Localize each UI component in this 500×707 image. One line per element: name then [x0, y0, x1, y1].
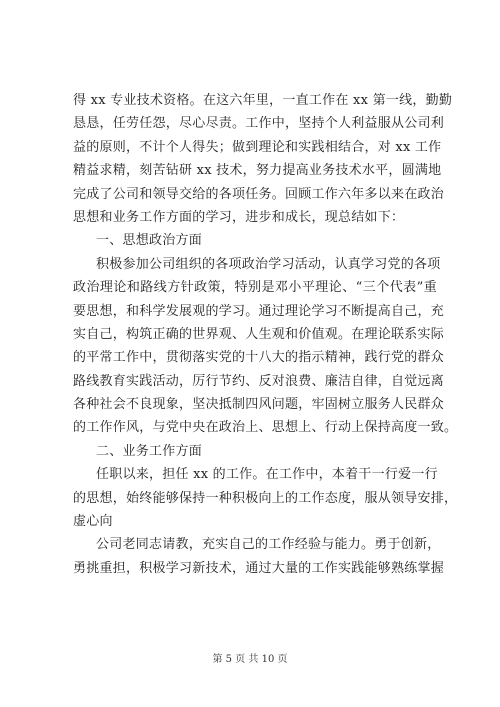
text-line: 公司老同志请教，充实自己的工作经验与能力。勇于创新， — [96, 537, 441, 553]
text-line: 的思想，始终能够保持一种积极向上的工作态度，服从领导安排， — [73, 490, 458, 506]
text-line: 完成了公司和领导交给的各项任务。回顾工作六年多以来在政治 — [73, 186, 445, 202]
text-line: 任职以来，担任 xx 的工作。在工作中，本着干一行爱一行 — [96, 467, 438, 483]
section-heading-political: 一、思想政治方面 — [96, 233, 203, 249]
section-heading-business: 二、业务工作方面 — [96, 443, 203, 459]
document-body — [73, 89, 458, 580]
text-line: 得 xx 专业技术资格。在这六年里，一直工作在 xx 第一线，勤勤 — [73, 93, 453, 108]
text-line: 路线教育实践活动，厉行节约、反对浪费、廉洁自律，自觉远离 — [73, 373, 445, 389]
text-line: 各种社会不良现象，坚决抵制四风问题，牢固树立服务人民群众 — [73, 397, 445, 413]
text-line: 实自己，构筑正确的世界观、人生观和价值观。在理论联系实际 — [73, 326, 445, 342]
text-line: 的平常工作中，贯彻落实党的十八大的指示精神，践行党的群众 — [73, 350, 445, 366]
text-line: 虚心向 — [73, 514, 113, 530]
text-line: 精益求精，刻苦钻研 xx 技术，努力提高业务技术水平，圆满地 — [73, 163, 442, 179]
text-line: 政治理论和路线方针政策，特别是邓小平理论、“三个代表”重 — [73, 280, 437, 296]
text-line: 要思想，和科学发展观的学习。通过理论学习不断提高自己，充 — [73, 303, 445, 319]
page-number-footer: 第 5 页 共 10 页 — [212, 654, 288, 665]
text-line: 思想和业务工作方面的学习，进步和成长，现总结如下： — [73, 209, 405, 225]
text-line: 积极参加公司组织的各项政治学习活动，认真学习党的各项 — [96, 256, 441, 272]
text-line: 恳恳，任劳任怨，尽心尽责。工作中，坚持个人利益服从公司利 — [73, 116, 445, 132]
text-line: 勇挑重担，积极学习新技术，通过大量的工作实践能够熟练掌握 — [73, 560, 445, 576]
text-line: 的工作作风，与党中央在政治上、思想上、行动上保持高度一致。 — [73, 420, 458, 436]
text-line: 益的原则，不计个人得失；做到理论和实践相结合，对 xx 工作 — [73, 139, 442, 155]
